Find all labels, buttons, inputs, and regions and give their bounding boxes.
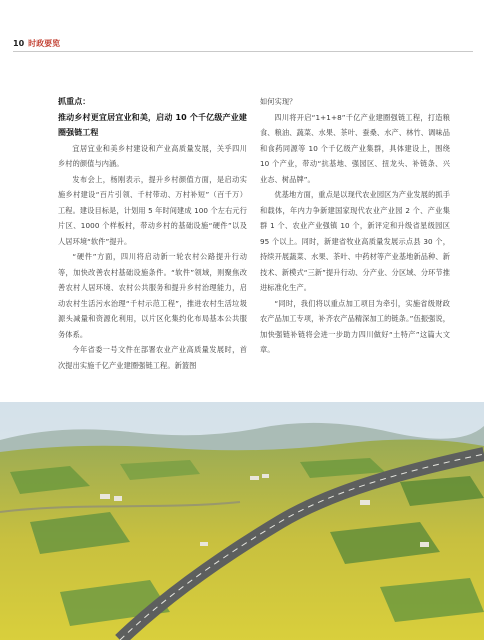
body-paragraph: 宜居宜业和美乡村建设和产业高质量发展，关乎四川乡村的颜值与内涵。 [58, 143, 247, 168]
aerial-rapeseed-fields-photo [0, 402, 484, 640]
body-paragraph: 发布会上，杨刚表示，提升乡村颜值方面，是启动实施乡村建设“百片引领、千村带动、万村补短”（百千万）工程。建设目标是，计划用 5 年时间建成 100 个左右元行片区、1000 个样板村，带动乡村的基础设施“硬件”以及人居环境“软件”提升。 [58, 174, 247, 246]
body-paragraph: 今年省委一号文件在部署农业产业高质量发展时，首次提出实施千亿产业建圈强链工程。新篮图 [58, 345, 247, 370]
section-title: 时政要览 [28, 38, 61, 48]
body-paragraph: “同时，我们将以重点加工项目为牵引，实施省级财政农产品加工专项，补齐农产品精深加工的链条。”伍振强说，加快强链补链将会进一步助力四川做好“土特产”这篇大文章。 [260, 298, 450, 354]
photo-illustration [0, 402, 484, 640]
body-paragraph: 如何实现？ [260, 97, 297, 106]
body-paragraph: “硬件”方面，四川将启动新一轮农村公路提升行动等，加快改善农村基础设施条件。“软件”领域，则聚焦改善农村人居环境、农村公共服务和提升乡村治理能力，启动农村生活污水治理“千村示范工程”，推进农村生活垃圾源头减量和资源化利用，以片区化集约化布局基本公共服务体系。 [58, 252, 247, 339]
left-column [58, 94, 247, 373]
right-column [260, 94, 450, 358]
body-paragraph: 优基地方面，重点是以现代农业园区为产业发展的抓手和载体，年内力争新建国家现代农业产业园 2 个、产业集群 1 个、农业产业强镇 10 个，新评定和升级省星级园区 95 个以上。同时，新建省牧业高质量发展示点县 30 个，持续开展蔬菜、水果、茶叶、中药材等产业基地新品种、新技术、新模式“三新”提升行动、分产业、分区域、分环节推进标准化生产。 [260, 190, 450, 292]
header-divider [13, 51, 473, 52]
running-head [13, 36, 60, 50]
page-number: 10 [13, 38, 25, 48]
article-kicker: 抓重点： [58, 97, 91, 106]
body-paragraph: 四川将开启“1+1+8”千亿产业建圈强链工程，打造粮食、粮油、蔬菜、水果、茶叶、蚕桑、水产、林竹、调味品和食药同源等 10 个千亿级产业集群，具体建设上，围绕 10 个产业，带动“抗基地、强园区、扭龙头、补链条、兴业态、树品牌”。 [260, 112, 450, 184]
article-subheading: 推动乡村更宜居宜业和美，启动 10 个千亿级产业建圈强链工程 [58, 112, 247, 137]
